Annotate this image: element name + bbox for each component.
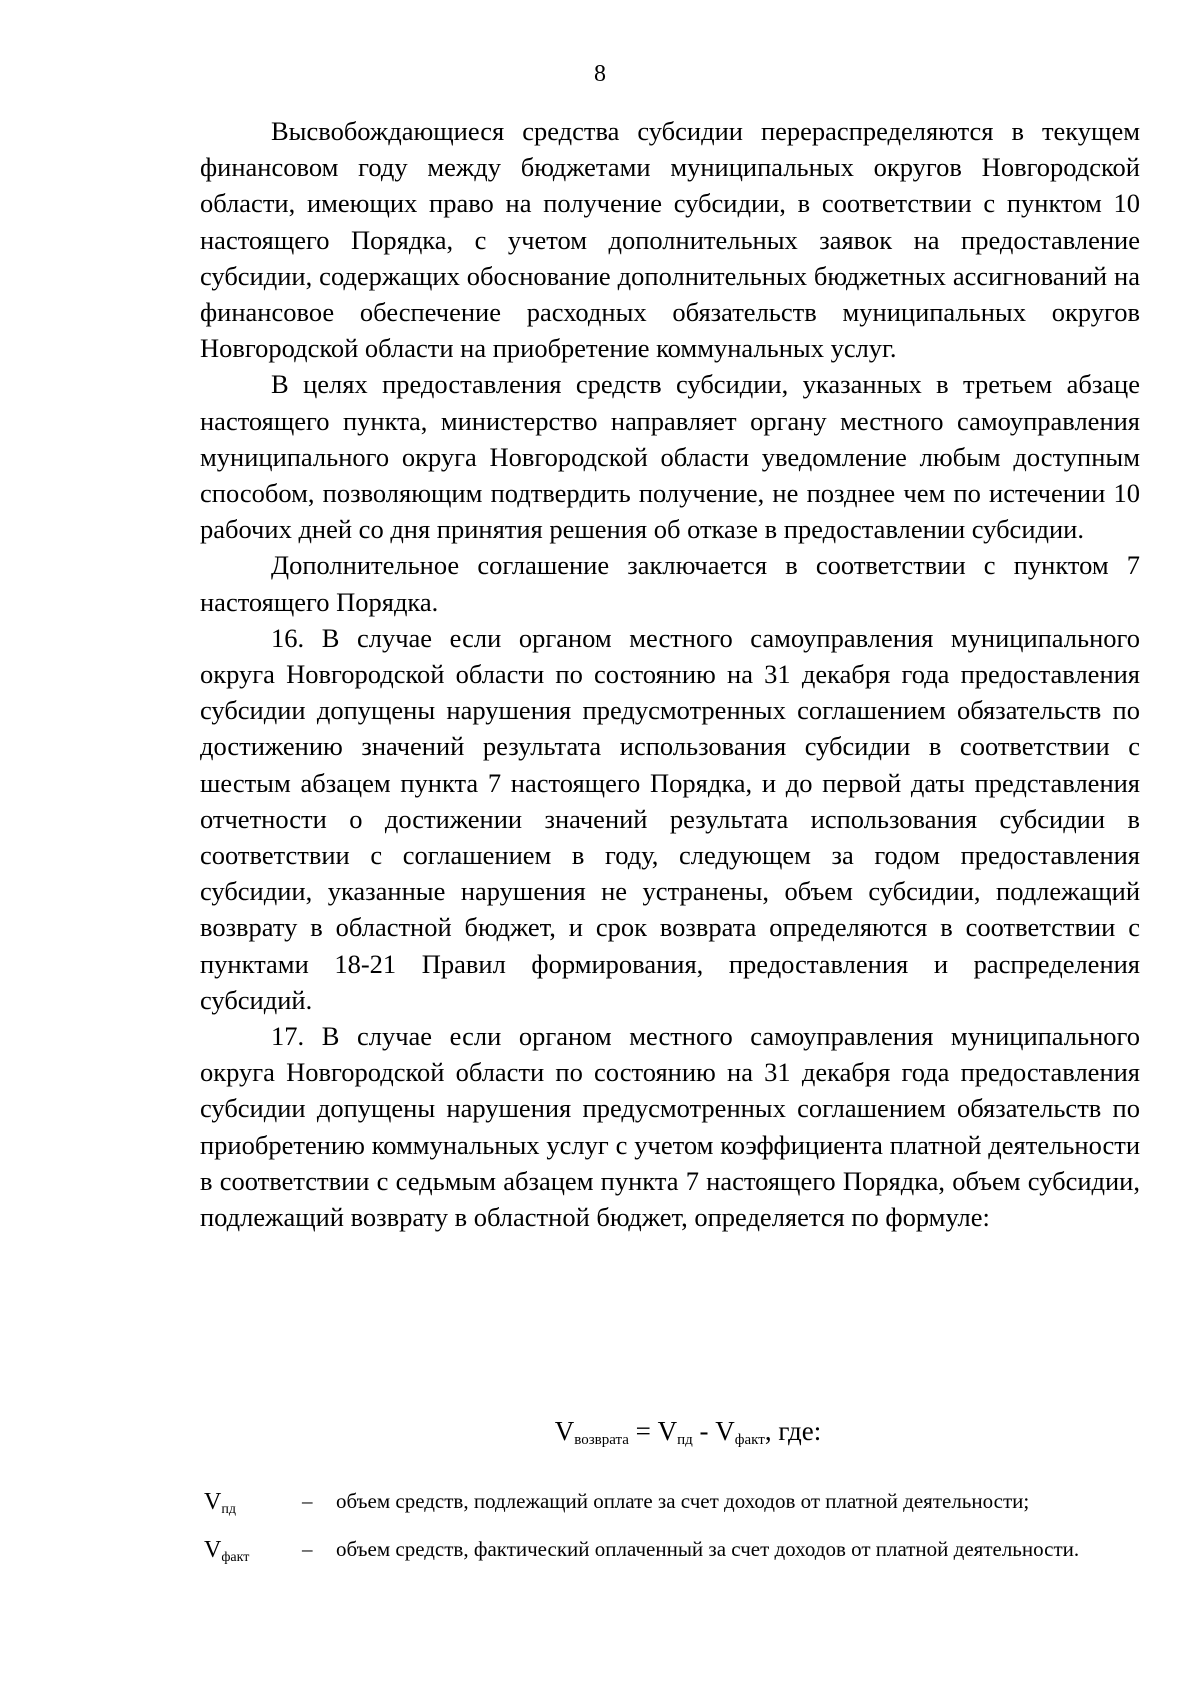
paragraph-item-17: 17. В случае если органом местного самоуправления муниципального округа Новгородской области по состоянию на 31 декабря года предоставления субсидии допущены нарушения предусмотренных соглашением обязательств по приобретению коммунальных услуг с учетом коэффициента платной деятельности в соответствии с седьмым абзацем пункта 7 настоящего Порядка, объем субсидии, подлежащий возврату в областной бюджет, определяется по формуле: bbox=[200, 1021, 1140, 1233]
legend-var-fact bbox=[204, 1537, 302, 1571]
formula-tail: , где: bbox=[764, 1416, 822, 1446]
legend-dash-pd: – bbox=[302, 1489, 313, 1513]
formula-sub-fact: факт bbox=[734, 1432, 765, 1448]
paragraph-item-16: 16. В случае если органом местного самоуправления муниципального округа Новгородской области по состоянию на 31 декабря года предоставления субсидии допущены нарушения предусмотренных соглашением обязательств по достижению значений результата использования субсидии в соответствии с шестым абзацем пункта 7 настоящего Порядка, и до первой даты представления отчетности о достижении значений результата использования субсидии в соответствии с соглашением в году, следующем за годом предоставления субсидии, указанные нарушения не устранены, объем субсидии, подлежащий возврату в областной бюджет, и срок возврата определяются в соответствии с пунктами 18-21 Правил формирования, предоставления и распределения субсидий. bbox=[200, 622, 1140, 1015]
return-volume-formula bbox=[0, 1414, 1200, 1457]
legend-row-fact bbox=[204, 1537, 1144, 1571]
paragraph-notification: В целях предоставления средств субсидии, указанных в третьем абзаце настоящего пункта, министерство направляет органу местного самоуправления муниципального округа Новгородской области уведомление любым доступным способом, позволяющим подтвердить получение, не позднее чем по истечении 10 рабочих дней со дня принятия решения об отказе в предоставлении субсидии. bbox=[200, 369, 1140, 545]
legend-var-fact-sub: факт bbox=[221, 1550, 250, 1565]
formula-sub-pd: пд bbox=[677, 1432, 693, 1448]
legend-var-pd-letter: V bbox=[204, 1489, 222, 1515]
legend-var-pd bbox=[204, 1489, 302, 1523]
paragraph-additional-agreement: Дополнительное соглашение заключается в соответствии с пунктом 7 настоящего Порядка. bbox=[200, 550, 1140, 617]
formula-sub-return: возврата bbox=[574, 1432, 629, 1448]
legend-row-pd bbox=[204, 1489, 1144, 1523]
formula-var-pd: V bbox=[657, 1416, 678, 1446]
formula-minus: - bbox=[692, 1416, 716, 1446]
formula-var-fact: V bbox=[715, 1416, 735, 1446]
paragraph-redistribution: Высвобождающиеся средства субсидии перераспределяются в текущем финансовом году между бюджетами муниципальных округов Новгородской области, имеющих право на получение субсидии, в соответствии с пунктом 10 настоящего Порядка, с учетом дополнительных заявок на предоставление субсидии, содержащих обоснование дополнительных бюджетных ассигнований на финансовое обеспечение расходных обязательств муниципальных округов Новгородской области на приобретение коммунальных услуг. bbox=[200, 116, 1140, 364]
page-number: 8 bbox=[594, 61, 606, 87]
legend-dash-fact: – bbox=[302, 1537, 313, 1561]
formula-var-return: V bbox=[554, 1416, 575, 1446]
document-body bbox=[200, 113, 1140, 1235]
formula-legend bbox=[204, 1489, 1144, 1585]
legend-desc-pd: объем средств, подлежащий оплате за счет доходов от платной деятельности; bbox=[336, 1489, 1030, 1513]
legend-var-pd-sub: пд bbox=[221, 1502, 236, 1517]
legend-desc-fact: объем средств, фактический оплаченный за счет доходов от платной деятельности. bbox=[336, 1537, 1080, 1561]
legend-var-fact-letter: V bbox=[204, 1537, 222, 1563]
formula-equals: = bbox=[628, 1416, 658, 1446]
